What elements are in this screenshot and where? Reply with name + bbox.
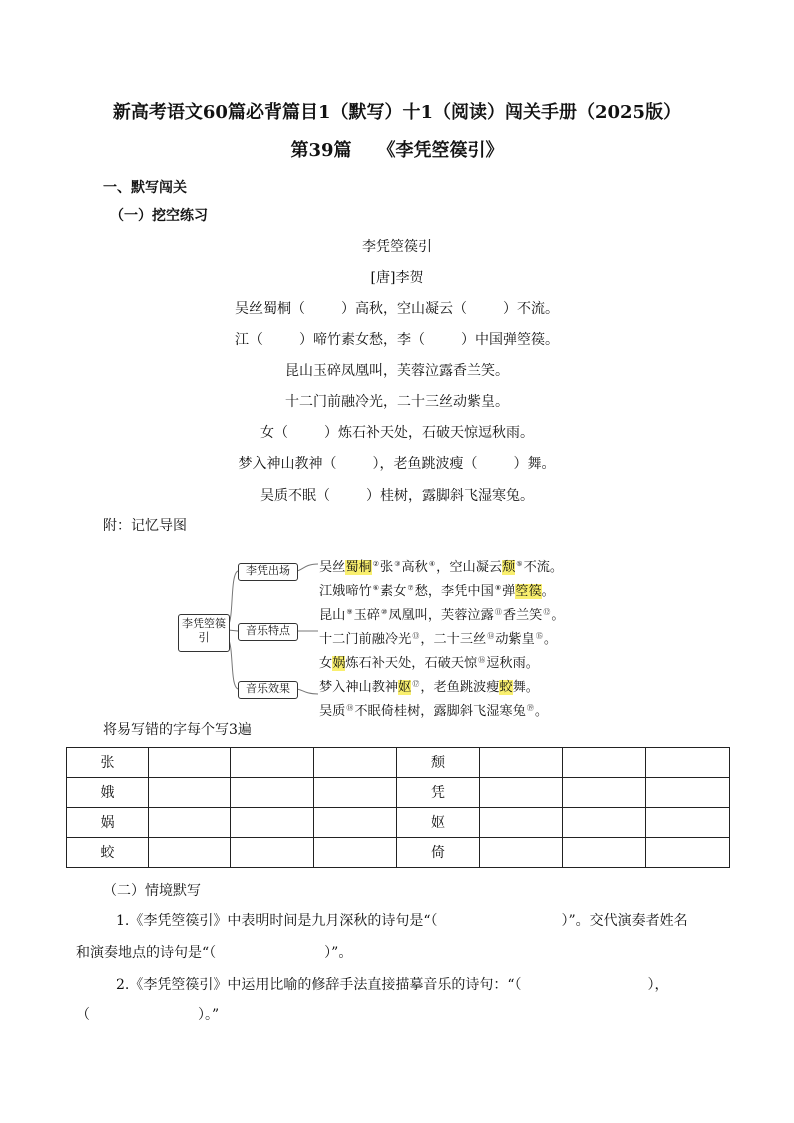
mind-map-root: 李凭箜篌引: [178, 614, 230, 652]
poem-title: 李凭箜篌引: [362, 239, 432, 255]
appendix-label: 附：记忆导图: [103, 518, 187, 534]
practice-writing-table: [66, 747, 730, 868]
table-row: [67, 748, 730, 778]
practice-character: 娥: [67, 778, 149, 808]
question-2: 2.《李凭箜篌引》中运用比喻的修辞手法直接描摹音乐的诗句：“（ ），: [116, 977, 669, 993]
practice-character: 娲: [67, 808, 149, 838]
poem-line: 吴丝蜀桐（ ）高秋，空山凝云（ ）不流。: [235, 301, 559, 317]
poem-author: [唐]李贺: [370, 270, 424, 286]
subtitle-poem-name: 《李凭箜篌引》: [377, 140, 504, 161]
memory-mind-map: [178, 548, 618, 719]
practice-character: 倚: [397, 838, 480, 868]
mind-map-branch: 音乐特点: [238, 623, 298, 641]
table-row: [67, 808, 730, 838]
question-1: 1.《李凭箜篌引》中表明时间是九月深秋的诗句是“（ ）”。交代演奏者姓名: [116, 913, 688, 929]
poem-line: 昆山玉碎凤凰叫，芙蓉泣露香兰笑。: [285, 363, 509, 379]
question-2-cont: （ ）。”: [76, 1007, 220, 1023]
practice-character: 颓: [397, 748, 480, 778]
table-row: [67, 778, 730, 808]
doc-title: 新高考语文60篇必背篇目1（默写）十1（阅读）闯关手册（2025版）: [112, 102, 682, 123]
practice-character: 蛟: [67, 838, 149, 868]
poem-line: 江（ ）啼竹素女愁，李（ ）中国弹箜篌。: [235, 332, 559, 348]
practice-character: 妪: [397, 808, 480, 838]
section-heading-situational: （二）情境默写: [103, 883, 201, 899]
doc-subtitle: [0, 136, 794, 162]
table-row: [67, 838, 730, 868]
poem-line: 女（ ）炼石补天处，石破天惊逗秋雨。: [260, 425, 534, 441]
section-heading-dictation: 一、默写闯关: [103, 180, 187, 196]
mind-map-branch: 李凭出场: [238, 563, 298, 581]
practice-character: 凭: [397, 778, 480, 808]
practice-character: 张: [67, 748, 149, 778]
table-instruction: 将易写错的字每个写3遍: [103, 722, 252, 738]
poem-line: 十二门前融冷光，二十三丝动紫皇。: [285, 394, 509, 410]
mind-map-branch: 音乐效果: [238, 681, 298, 699]
section-heading-fill-blank: （一）挖空练习: [110, 208, 208, 224]
mind-map-annotated-poem: 吴丝蜀桐②张③高秋④，空山凝云颓⑤不流。 江娥啼竹⑥素女⑦愁，李凭中国⑧弹箜篌。 昆山⑨玉碎⑩凤凰叫，芙蓉泣露⑪香兰笑⑫。 十二门前融冷光⑬，二十三丝⑭动紫皇⑮。 女娲炼石补天处，石破天惊⑯逗秋雨。 梦入神山教神妪⑰，老鱼跳波瘦蛟舞。 吴质⑱不眠倚桂树，露脚斜飞湿寒兔⑲。: [319, 560, 565, 719]
poem-line: 梦入神山教神（ ），老鱼跳波瘦（ ）舞。: [238, 456, 556, 472]
question-1-cont: 和演奏地点的诗句是“（ ）”。: [76, 945, 353, 961]
subtitle-number: 第39篇: [290, 140, 352, 161]
poem-line: 吴质不眠（ ）桂树，露脚斜飞湿寒兔。: [260, 488, 534, 504]
